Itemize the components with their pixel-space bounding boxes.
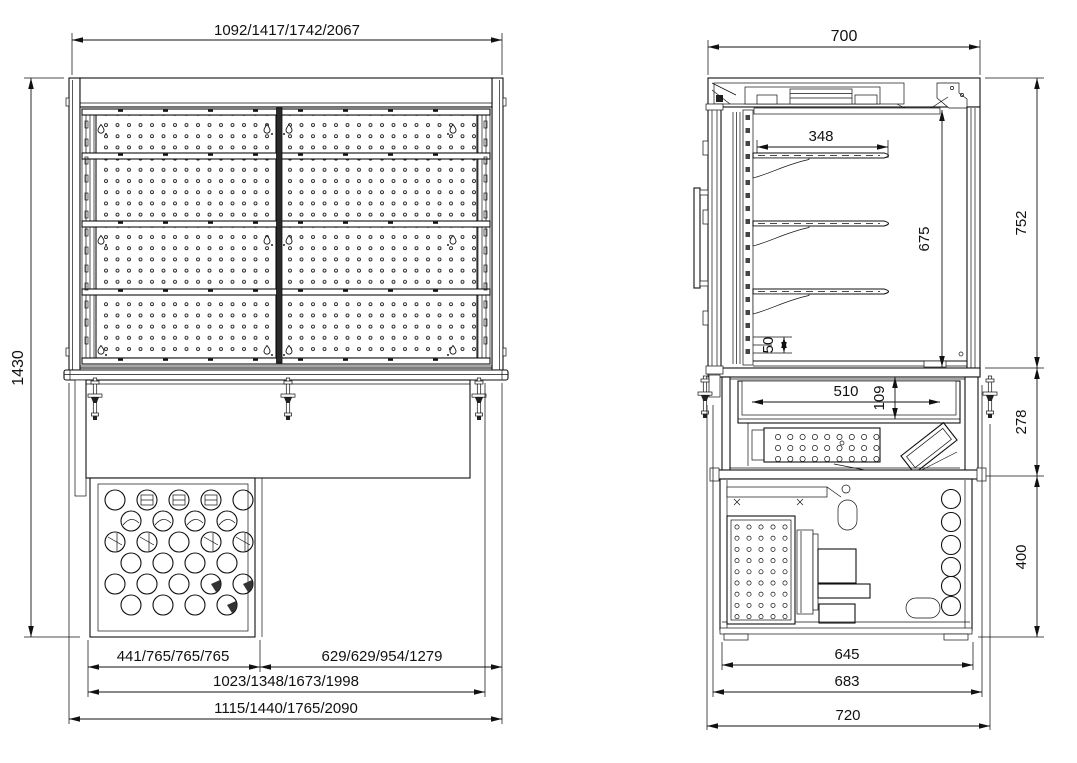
- dim-front-overall-width: 1115/1440/1765/2090: [214, 700, 358, 717]
- dim-front-height: 1430: [10, 350, 27, 386]
- shelf: [753, 153, 889, 178]
- dim-side-depth: 700: [830, 28, 858, 45]
- side-right-dimensions: [978, 78, 1044, 637]
- front-back-panel-left: [96, 115, 276, 358]
- mounting-rail: [727, 487, 827, 497]
- front-width-dimension: [72, 22, 502, 75]
- front-back-panel-right: [280, 115, 477, 358]
- fixing-clamp: [983, 376, 997, 418]
- dim-side-base-height: 400: [1013, 544, 1030, 570]
- front-shelf-rail-2: [82, 221, 490, 227]
- base-foot: [944, 634, 968, 640]
- front-base: [75, 378, 486, 637]
- front-vent-grille: [98, 484, 248, 631]
- front-shelf-rail-3: [82, 289, 490, 295]
- dim-side-shelf-depth: 348: [808, 128, 834, 145]
- side-well-section: [698, 376, 997, 478]
- base-foot: [724, 634, 748, 640]
- dim-front-base-left: 441/765/765/765: [116, 648, 230, 665]
- side-depth-dimension: [708, 28, 980, 75]
- side-machinery-compartment: [720, 479, 972, 640]
- front-view: [10, 22, 508, 724]
- door-hinge: [703, 210, 708, 224]
- front-shelf-rail-1: [82, 153, 490, 159]
- side-glass-door: [694, 104, 740, 397]
- door-handle: [694, 188, 700, 288]
- side-inner-height-dimension: [916, 110, 942, 367]
- dim-side-inner-height: 675: [916, 226, 933, 252]
- dim-front-width: 1092/1417/1742/2067: [214, 22, 360, 39]
- dim-front-base-inner: 1023/1348/1673/1998: [213, 673, 359, 690]
- side-slot-pitch-dimension: [753, 337, 792, 354]
- shelf: [753, 289, 889, 314]
- side-bottom-band: [708, 368, 980, 377]
- door-hinge: [703, 141, 708, 155]
- dim-side-overall-depth: 720: [835, 707, 861, 724]
- dim-side-base-depth: 683: [834, 673, 860, 690]
- shelf: [753, 221, 889, 246]
- receiver-tank: [906, 598, 940, 618]
- side-fan-unit: [901, 423, 957, 474]
- side-view: [694, 28, 1044, 730]
- front-top-strip: [82, 109, 490, 115]
- dim-side-well-depth: 109: [871, 385, 888, 411]
- front-cabinet: [64, 78, 508, 380]
- dim-side-slot-pitch: 50: [760, 336, 777, 354]
- front-side-bracket: [75, 380, 86, 496]
- pipe-section: [838, 500, 857, 530]
- side-floor-support: [924, 361, 946, 367]
- front-right-post: [492, 78, 503, 370]
- dim-front-base-right: 629/629/954/1279: [321, 648, 443, 665]
- dim-side-base-inner-depth: 645: [834, 646, 860, 663]
- front-left-post: [69, 78, 80, 370]
- front-center-mullion: [277, 108, 283, 363]
- front-bottom-strip: [82, 358, 490, 364]
- dim-side-display-height: 752: [1013, 210, 1030, 236]
- dim-side-well-height: 278: [1013, 409, 1030, 435]
- fixing-clamp: [472, 378, 486, 420]
- dim-side-well-width: 510: [833, 383, 859, 400]
- side-ceiling-panel: [754, 108, 940, 114]
- door-hinge: [703, 311, 708, 325]
- side-back-wall: [959, 107, 980, 375]
- front-drop-in-well-housing: [86, 380, 470, 478]
